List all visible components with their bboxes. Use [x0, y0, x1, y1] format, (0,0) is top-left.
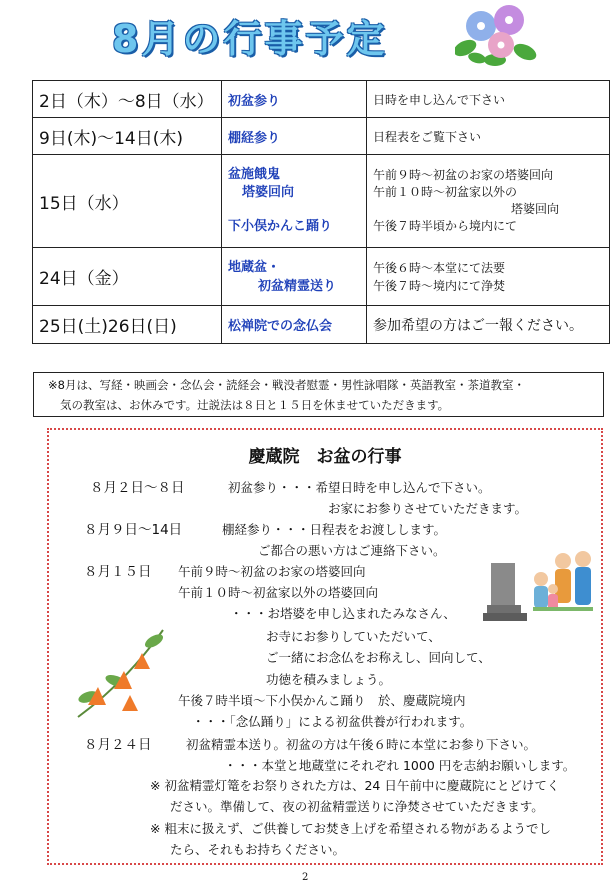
page-title: 8月の行事予定	[112, 17, 388, 61]
schedule-date: 25日(土)26日(日)	[33, 306, 222, 344]
morning-glory-illustration	[455, 0, 537, 68]
schedule-event: 初盆参り	[222, 81, 367, 118]
obon-date: ８月９日～14日	[84, 522, 183, 538]
obon-line: 初盆参り・・・希望日時を申し込んで下さい。	[228, 480, 491, 495]
obon-line: ・・・本堂と地蔵堂にそれぞれ 1000 円を志納お願いします。	[224, 758, 576, 773]
obon-title: 慶蔵院 お盆の行事	[248, 447, 402, 467]
schedule-event: 盆施餓鬼 塔婆回向 下小俣かんこ踊り	[222, 155, 367, 248]
schedule-detail: 日程表をご覧下さい	[367, 118, 610, 155]
schedule-detail: 午前９時～初盆のお家の塔婆回向 午前１０時～初盆家以外の 塔婆回向 午後７時半頃から境内にて	[367, 155, 610, 248]
obon-line: ※ 初盆精霊灯篭をお祭りされた方は、24 日午前中に慶蔵院にとどけてく	[150, 778, 560, 793]
obon-line: ださい。準備して、夜の初盆精霊送りに浄焚させていただきます。	[170, 799, 544, 814]
obon-line: 午後７時半頃～下小俣かんこ踊り 於、慶蔵院境内	[178, 693, 466, 708]
obon-line: 午前９時～初盆のお家の塔婆回向	[178, 564, 366, 579]
page-number: 2	[302, 872, 309, 883]
obon-line: 棚経参り・・・日程表をお渡しします。	[222, 522, 447, 537]
schedule-detail: 参加希望の方はご一報ください。	[367, 306, 610, 344]
obon-line: ご一緒にお念仏をお称えし、回向して、	[266, 650, 491, 665]
family-at-grave-illustration	[483, 545, 601, 625]
schedule-table	[32, 80, 610, 344]
schedule-detail: 日時を申し込んで下さい	[367, 81, 610, 118]
chinese-lantern-plant-illustration	[68, 625, 178, 725]
schedule-detail: 午後６時～本堂にて法要 午後７時～境内にて浄焚	[367, 248, 610, 306]
schedule-date: 24日（金）	[33, 248, 222, 306]
obon-line: 初盆精霊本送り。初盆の方は午後６時に本堂にお参り下さい。	[186, 737, 537, 752]
schedule-event: 棚経参り	[222, 118, 367, 155]
closure-notice: ※8月は、写経・映画会・念仏会・読経会・戦没者慰霊・男性詠唱隊・英語教室・茶道教室・ 気の教室は、お休みです。辻説法は８日と１５日を休ませていただきます。	[33, 372, 604, 417]
obon-line: 功徳を積みましょう。	[266, 672, 392, 687]
obon-date: ８月１５日	[84, 564, 152, 580]
obon-line: ご都合の悪い方はご連絡下さい。	[258, 543, 446, 558]
schedule-row	[33, 81, 610, 118]
schedule-event: 松禅院での念仏会	[222, 306, 367, 344]
schedule-row	[33, 118, 610, 155]
obon-line: 午前１０時～初盆家以外の塔婆回向	[178, 585, 379, 600]
schedule-date: 2日（木）～8日（水）	[33, 81, 222, 118]
obon-date: ８月２４日	[84, 737, 152, 753]
schedule-row	[33, 306, 610, 344]
obon-line: ※ 粗末に扱えず、ご供養してお焚き上げを希望される物があるようでし	[150, 821, 551, 836]
schedule-date: 9日(木)～14日(木)	[33, 118, 222, 155]
obon-date: ８月２日～８日	[90, 480, 185, 496]
obon-line: ・・・「念仏踊り」による初盆供養が行われます。	[192, 714, 473, 729]
schedule-event: 地蔵盆・ 初盆精霊送り	[222, 248, 367, 306]
obon-line: たら、それもお持ちください。	[170, 842, 346, 857]
obon-line: ・・・お塔婆を申し込まれたみなさん、	[230, 606, 456, 621]
schedule-date: 15日（水）	[33, 155, 222, 248]
obon-line: お寺にお参りしていただいて、	[266, 629, 441, 644]
obon-line: お家にお参りさせていただきます。	[328, 501, 528, 516]
schedule-row	[33, 248, 610, 306]
schedule-row	[33, 155, 610, 248]
